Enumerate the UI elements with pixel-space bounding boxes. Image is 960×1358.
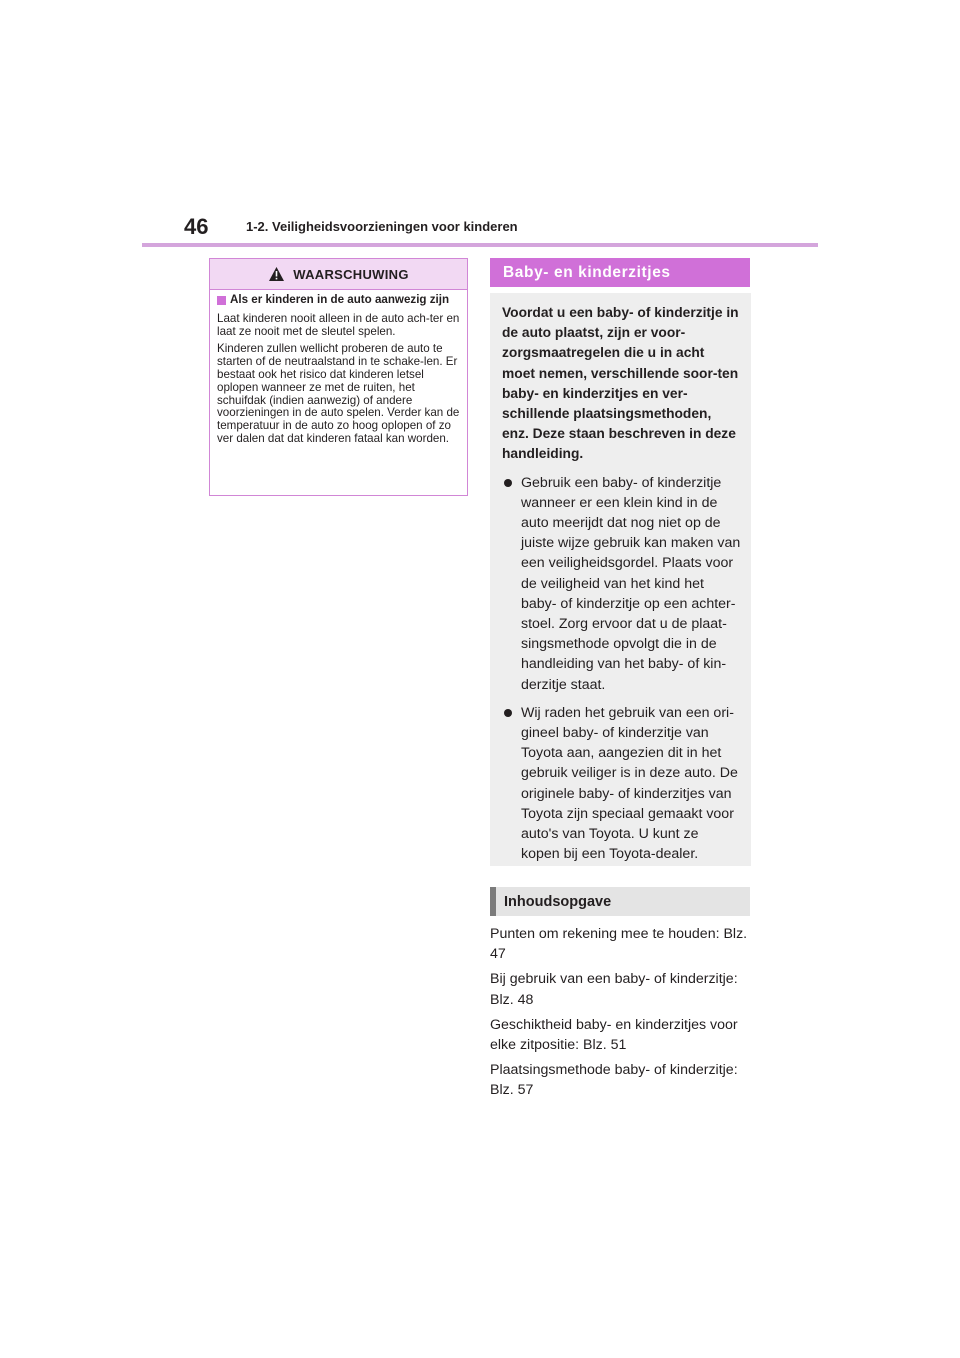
toc-item[interactable]: Plaatsingsmethode baby- of kinderzitje: Blz. 57 [490, 1062, 738, 1099]
baby-section-heading: Baby- en kinderzitjes [490, 258, 750, 287]
warning-triangle-icon [268, 266, 285, 282]
warning-paragraph: Kinderen zullen wellicht proberen de auto te starten of de neutraalstand in te schake-len. Er bestaat ook het risico dat kinderen letsel oplopen wanneer ze met de ruiten, het schuifdak (indien aanwezig) of andere voorzieningen in de auto spelen. Verder kan de temperatuur in de auto zo hoog oplopen of zo ver dalen dat dat kinderen fataal kan worden. [217, 342, 460, 445]
baby-section-panel [490, 293, 751, 866]
toc-item[interactable]: Geschiktheid baby- en kinderzitjes voor elke zitpositie: Blz. 51 [490, 1016, 738, 1054]
header-divider [142, 243, 818, 247]
page-number: 46 [184, 214, 209, 239]
warning-paragraph: Laat kinderen nooit alleen in de auto ach-ter en laat ze nooit met de sleutel spelen. [217, 311, 460, 338]
list-item-text: Wij raden het gebruik van een ori-gineel baby- of kinderzitje van Toyota aan, aangezien dit in het gebruik veiliger is in deze auto. De originele baby- of kinderzitjes van Toyota zijn speciaal gemaakt voor auto's van Toyota. U kunt ze kopen bij een Toyota-dealer. [521, 704, 738, 863]
toc-item[interactable]: Bij gebruik van een baby- of kinderzitje: Blz. 48 [490, 971, 738, 1008]
warning-box [209, 258, 468, 496]
list-item [502, 473, 741, 695]
warning-title: WAARSCHUWING [293, 266, 409, 282]
intro-paragraph: Voordat u een baby- of kinderzitje in de auto plaatst, zijn er voor-zorgsmaatregelen die u in acht moet nemen, verschillende soor-ten baby- en kinderzitjes en ver-schillende plaatsingsmethoden, enz. Deze staan beschreven in deze handleiding. [502, 305, 739, 462]
square-bullet-icon [217, 296, 226, 305]
warning-subheading: Als er kinderen in de auto aanwezig zijn [230, 293, 450, 306]
list-item [502, 703, 741, 865]
section-title: 1-2. Veiligheidsvoorzieningen voor kinderen [246, 219, 518, 234]
toc-heading: Inhoudsopgave [490, 887, 750, 916]
list-item-text: Gebruik een baby- of kinderzitje wanneer er een klein kind in de auto meerijdt dat nog niet op de juiste wijze gebruik kan maken van een veiligheidsgordel. Plaats voor de veiligheid van het kind het baby- of kinderzitje op een achter-stoel. Zorg ervoor dat u de plaat-singsmethode opvolgt die in de handleiding van het baby- of kin-derzitje staat. [521, 474, 741, 693]
bullet-dot-icon [504, 709, 512, 717]
toc-list [490, 924, 755, 1106]
warning-header [210, 259, 467, 290]
toc-item[interactable]: Punten om rekening mee te houden: Blz. 47 [490, 926, 748, 963]
bullet-dot-icon [504, 479, 512, 487]
